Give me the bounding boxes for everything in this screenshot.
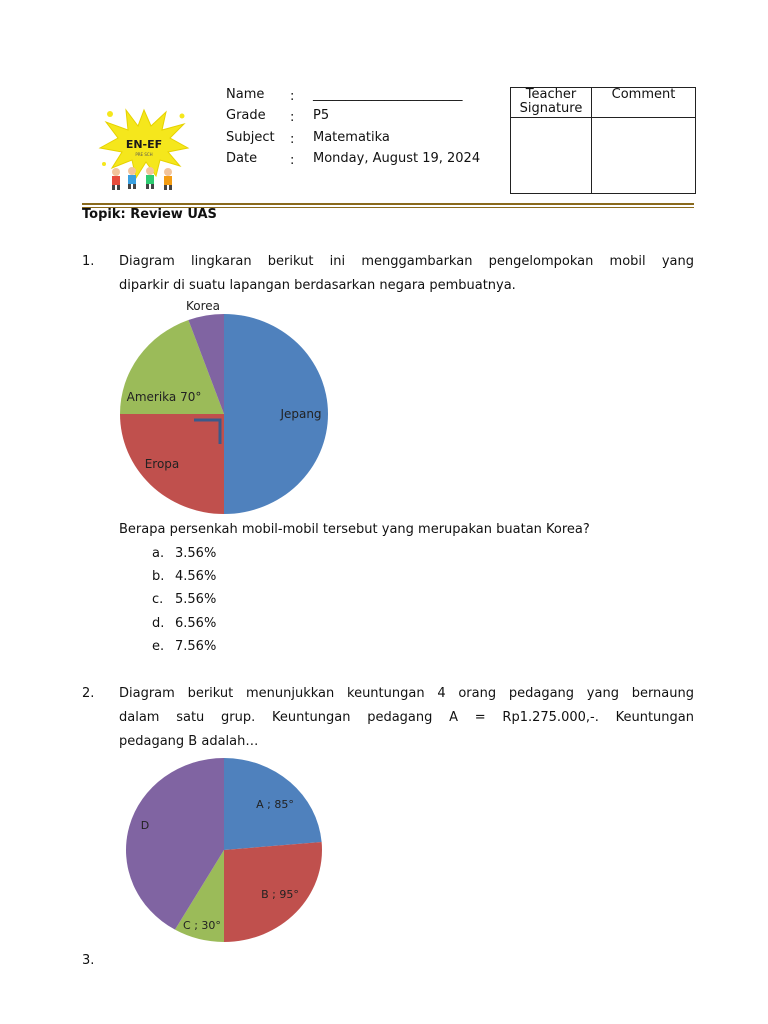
pie-chart-car-origin [110,296,340,520]
pie-label-3: D [140,819,150,832]
question-2-text: Diagram berikut menunjukkan keuntungan 4 orang pedagang yang bernaung dalam satu grup. Keuntungan pedagang A = Rp1.275.000,-. Keuntungan pedagang B adalah… [119,686,694,749]
kids-illustration [112,167,172,190]
question-1-prompt: Berapa persenkah mobil-mobil tersebut yang merupakan buatan Korea? [119,522,590,537]
question-1-text: Diagram lingkaran berikut ini menggambarkan pengelompokan mobil yang diparkir di suatu lapangan berdasarkan negara pembuatnya. [119,254,694,293]
question-2-number: 2. [82,686,95,701]
pie-label-2: C ; 30° [183,919,221,932]
subject-label: Subject [226,130,275,145]
pie-label-0: Jepang [280,407,322,421]
name-blank[interactable]: _______________________ [313,87,463,102]
date-value: Monday, August 19, 2024 [313,151,481,166]
pie-label-1: B ; 95° [261,888,299,901]
pie-label-3: Korea [185,299,221,313]
school-logo [96,104,192,194]
option-e[interactable]: e. 7.56% [152,639,217,654]
pie-label-1: Eropa [144,457,180,471]
logo-subtext: PRE SCH [135,152,153,157]
option-b[interactable]: b. 4.56% [152,569,217,584]
date-colon: : [290,153,295,168]
teacher-signature-table [510,87,696,194]
grade-label: Grade [226,108,266,123]
name-colon: : [290,89,295,104]
subject-value: Matematika [313,130,390,145]
topic-heading: Topik: Review UAS [82,207,217,222]
pie-chart-trader-profit [118,754,330,948]
grade-value: P5 [313,108,330,123]
comment-header: Comment [611,87,676,102]
name-label: Name [226,87,265,102]
option-d[interactable]: d. 6.56% [152,616,217,631]
teacher-signature-header: Teacher Signature [519,87,583,116]
date-label: Date [226,151,258,166]
option-a[interactable]: a. 3.56% [152,546,217,561]
grade-colon: : [290,110,295,125]
logo-text: EN-EF [125,138,163,151]
divider-top [82,203,694,205]
pie-label-0: A ; 85° [256,798,294,811]
question-3-number: 3. [82,953,95,968]
option-c[interactable]: c. 5.56% [152,592,217,607]
pie-label-2: Amerika 70° [126,390,202,404]
subject-colon: : [290,132,295,147]
question-1-number: 1. [82,254,95,269]
